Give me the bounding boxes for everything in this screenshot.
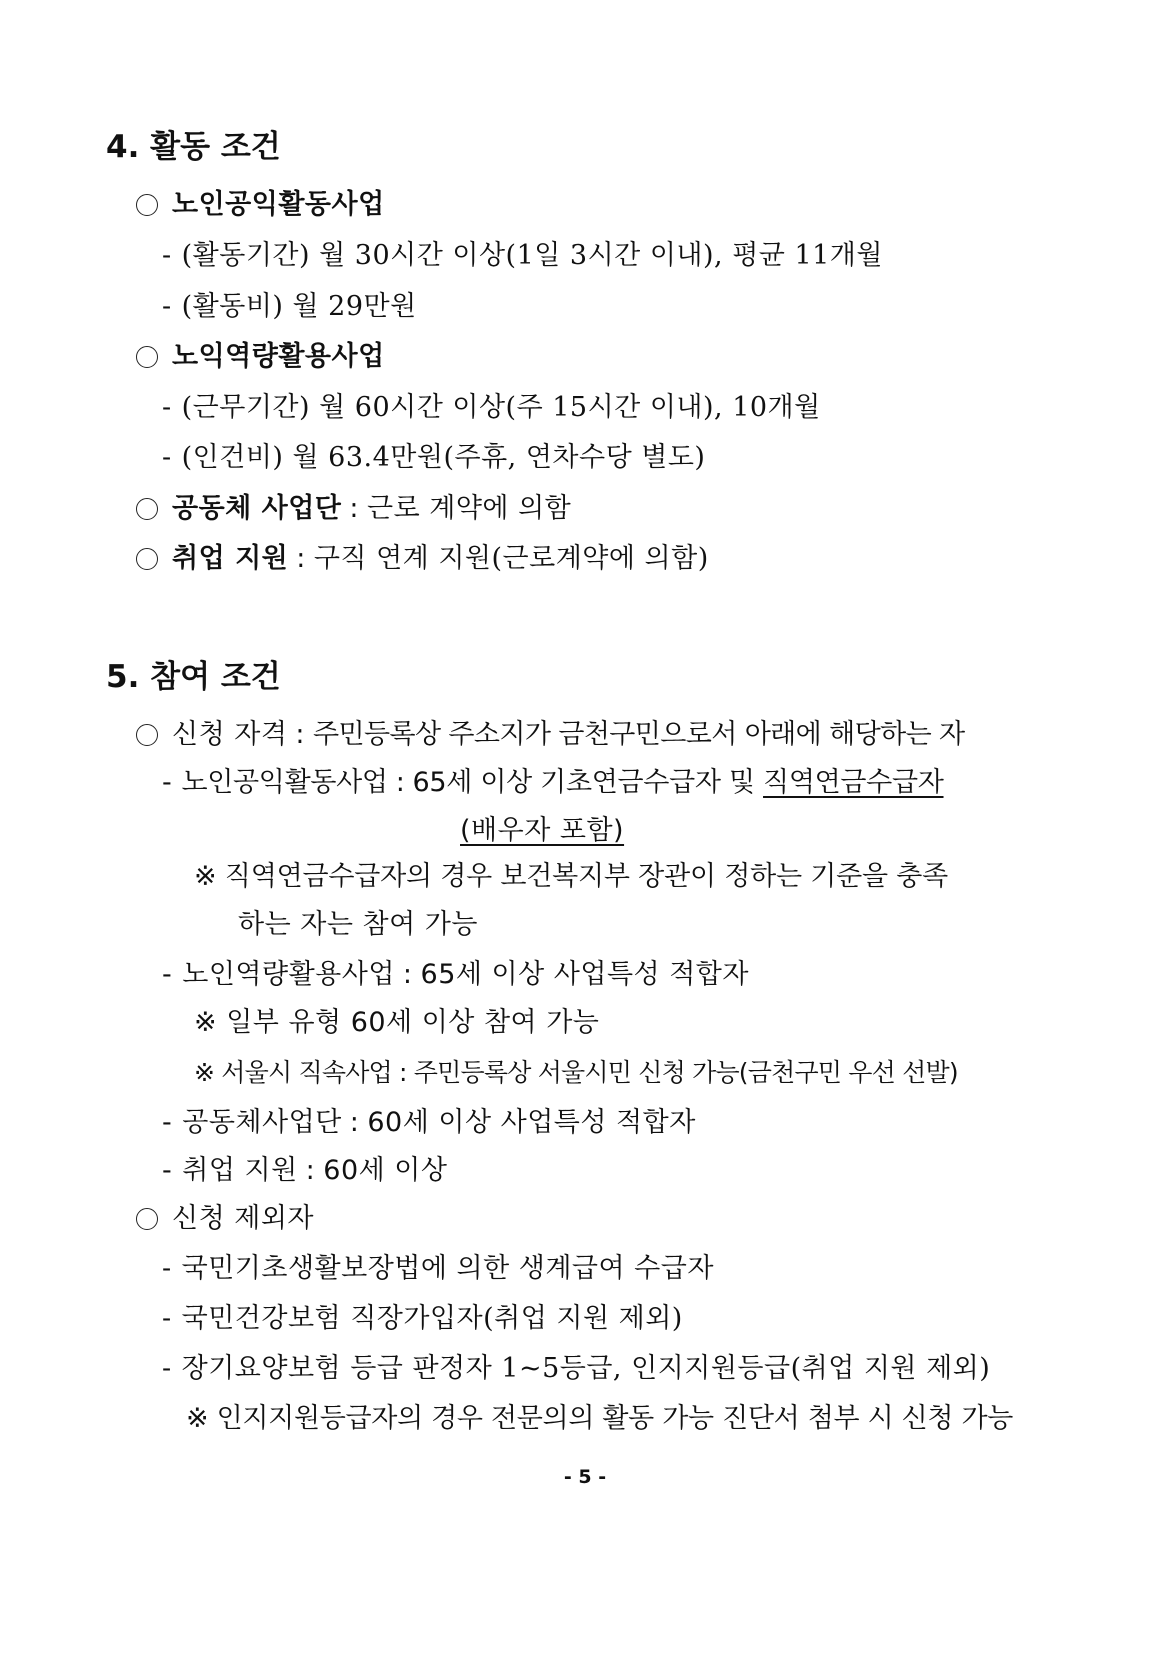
note-pension-criteria-cont: 하는 자는 참여 가능 (238, 909, 478, 940)
sub-item-activity-cost: - (활동비) 월 29만원 (162, 291, 417, 322)
dash-bullet: - (162, 442, 172, 473)
note-seoul-direct: ※ 서울시 직속사업 : 주민등록상 서울시민 신청 가능(금천구민 우선 선발) (194, 1058, 958, 1087)
dash-bullet: - (162, 1253, 172, 1284)
sub-item-activity-period: - (활동기간) 월 30시간 이상(1일 3시간 이내), 평균 11개월 (162, 240, 883, 271)
eligibility-desc: 주민등록상 주소지가 금천구민으로서 아래에 해당하는 자 (313, 719, 965, 750)
eligibility-item-public-activity: - 노인공익활동사업 : 65세 이상 기초연금수급자 및 직역연금수급자 (162, 767, 944, 798)
exclusions-header (136, 1202, 314, 1236)
sub-item-work-period: - (근무기간) 월 60시간 이상(주 15시간 이내), 10개월 (162, 392, 821, 423)
circle-bullet-icon (136, 194, 158, 216)
section-4-item-public-activity (136, 188, 385, 222)
section-4-item-community: 공동체 사업단 : 근로 계약에 의함 (136, 492, 571, 526)
page-number: - 5 - (563, 1466, 607, 1488)
dash-bullet: - (162, 291, 172, 322)
note-pension-criteria: ※ 직역연금수급자의 경우 보건복지부 장관이 정하는 기준을 충족 (194, 861, 949, 892)
section-4-title: 4. 활동 조건 (106, 129, 281, 165)
dash-bullet: - (162, 392, 172, 423)
exclusion-item: - 국민기초생활보장법에 의한 생계급여 수급자 (162, 1253, 714, 1284)
eligibility-item-community: - 공동체사업단 : 60세 이상 사업특성 적합자 (162, 1107, 696, 1138)
item-label: 노인공익활동사업 (172, 189, 385, 220)
dash-bullet: - (162, 959, 173, 990)
section-5-title: 5. 참여 조건 (106, 659, 281, 695)
eligibility-header: 신청 자격 : 주민등록상 주소지가 금천구민으로서 아래에 해당하는 자 (136, 718, 965, 752)
circle-bullet-icon (136, 498, 158, 520)
item-desc: 근로 계약에 의함 (367, 493, 572, 524)
exclusion-item: - 국민건강보험 직장가입자(취업 지원 제외) (162, 1303, 683, 1334)
eligibility-item-employment: - 취업 지원 : 60세 이상 (162, 1155, 448, 1186)
note-partial-type: ※ 일부 유형 60세 이상 참여 가능 (194, 1007, 600, 1038)
eligibility-item-capacity: - 노인역량활용사업 : 65세 이상 사업특성 적합자 (162, 959, 749, 990)
dash-bullet: - (162, 240, 172, 271)
note-cognitive-support: ※ 인지지원등급자의 경우 전문의의 활동 가능 진단서 첨부 시 신청 가능 (186, 1403, 1014, 1434)
circle-bullet-icon (136, 548, 158, 570)
dash-bullet: - (162, 1155, 173, 1186)
item-desc: 구직 연계 지원(근로계약에 의함) (313, 543, 709, 574)
underlined-pension-recipient: 직역연금수급자 (763, 767, 944, 798)
dash-bullet: - (162, 1353, 172, 1384)
circle-bullet-icon (136, 1208, 158, 1230)
item-label: 노익역량활용사업 (172, 341, 385, 372)
section-4-item-capacity (136, 340, 385, 374)
circle-bullet-icon (136, 724, 158, 746)
item-label: 공동체 사업단 (172, 493, 342, 524)
dash-bullet: - (162, 1303, 172, 1334)
eligibility-label: 신청 자격 (172, 719, 288, 750)
sub-item-labor-cost: - (인건비) 월 63.4만원(주휴, 연차수당 별도) (162, 442, 706, 473)
dash-bullet: - (162, 1107, 173, 1138)
exclusions-label: 신청 제외자 (172, 1203, 314, 1234)
circle-bullet-icon (136, 346, 158, 368)
dash-bullet: - (162, 767, 172, 798)
item-label: 취업 지원 (172, 543, 289, 574)
spouse-included: (배우자 포함) (460, 815, 625, 846)
section-4-item-employment: 취업 지원 : 구직 연계 지원(근로계약에 의함) (136, 542, 709, 576)
exclusion-item: - 장기요양보험 등급 판정자 1~5등급, 인지지원등급(취업 지원 제외) (162, 1353, 991, 1384)
